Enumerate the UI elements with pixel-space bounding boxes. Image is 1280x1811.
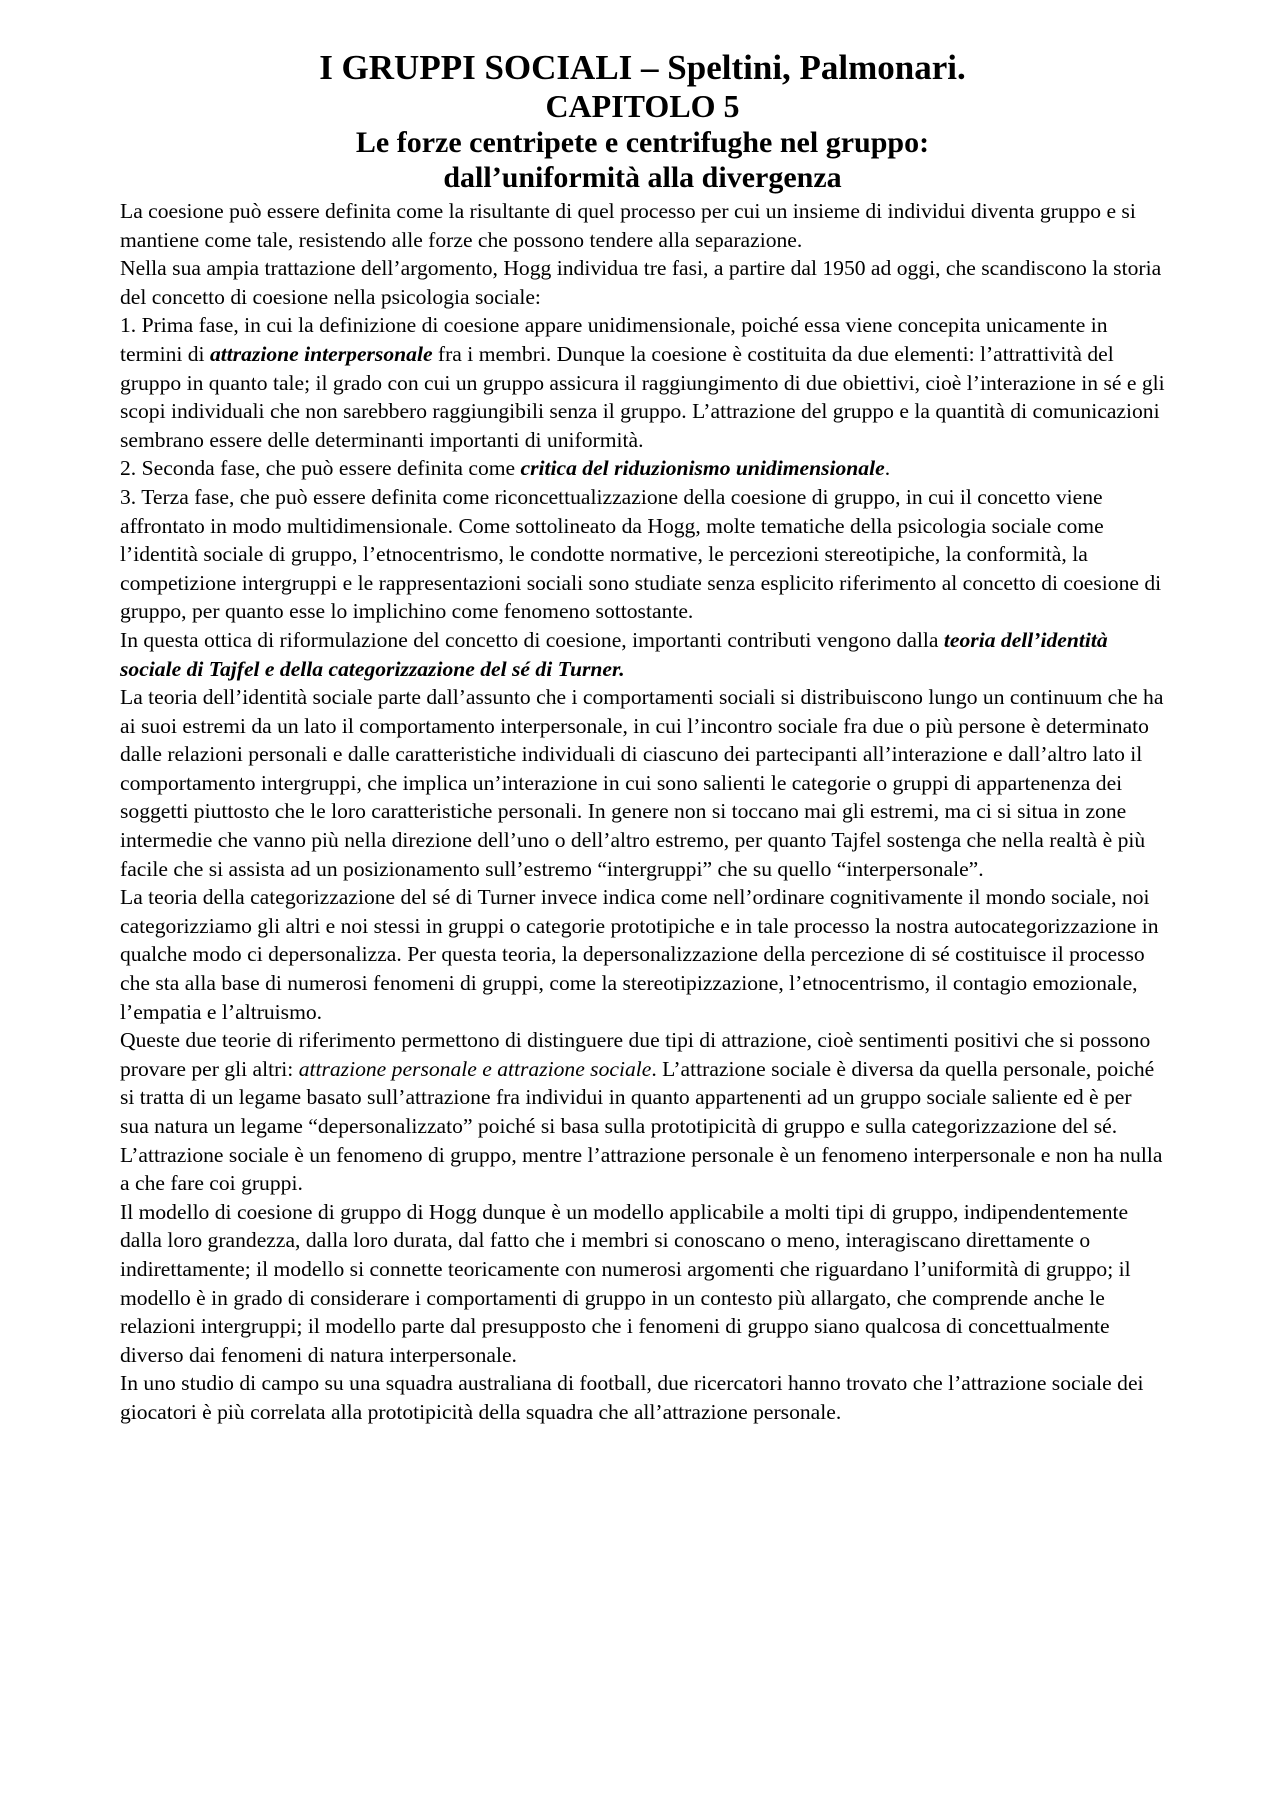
paragraph-4-text-a: 2. Seconda fase, che può essere definita come xyxy=(120,456,521,481)
paragraph-12: In uno studio di campo su una squadra australiana di football, due ricercatori hanno trovato che l’attrazione sociale dei giocatori è più correlata alla prototipicità della squadra che all’attrazione personale. xyxy=(120,1371,1144,1424)
paragraph-3-emphasis: attrazione interpersonale xyxy=(209,341,433,366)
paragraph-4-text-b: . xyxy=(884,456,891,481)
paragraph-5: 3. Terza fase, che può essere definita come riconcettualizzazione della coesione di gruppo, in cui il concetto viene affrontato in modo multidimensionale. Come sottolineato da Hogg, molte tematiche della psicologia sociale come l’identità sociale di gruppo, l’etnocentrismo, le condotte normative, le percezioni stereotipiche, la conformità, la competizione intergruppi e le rappresentazioni sociali sono studiate senza esplicito riferimento al concetto di coesione di gruppo, per quanto esse lo implichino come fenomeno sottostante. xyxy=(120,484,1162,624)
paragraph-3 xyxy=(120,311,1165,454)
paragraph-8: La teoria della categorizzazione del sé di Turner invece indica come nell’ordinare cognitivamente il mondo sociale, noi categorizziamo gli altri e noi stessi in gruppi o categorie prototipiche e in tale processo la nostra autocategorizzazione in qualche modo ci depersonalizza. Per questa teoria, la depersonalizzazione della percezione di sé costituisce il processo che sta alla base di numerosi fenomeni di gruppi, come la stereotipizzazione, l’etnocentrismo, il contagio emozionale, l’empatia e l’altruismo. xyxy=(120,885,1159,1024)
title-block xyxy=(120,48,1165,195)
chapter-heading: CAPITOLO 5 xyxy=(545,88,740,124)
paragraph-4-emphasis: critica del riduzionismo unidimensionale xyxy=(520,456,885,481)
paragraph-7: La teoria dell’identità sociale parte dall’assunto che i comportamenti sociali si distribuiscono lungo un continuum che ha ai suoi estremi da un lato il comportamento interpersonale, in cui l’incontro sociale fra due o più persone è determinato dalle relazioni personali e dalle caratteristiche individuali di ciascuno dei partecipanti all’interazione e dall’altro lato il comportamento intergruppi, che implica un’interazione in cui sono salienti le categorie o gruppi di appartenenza dei soggetti piuttosto che le loro caratteristiche personali. In genere non si toccano mai gli estremi, ma ci si situa in zone intermedie che vanno più nella direzione dell’uno o dell’altro estremo, per quanto Tajfel sostenga che nella realtà è più facile che si assista ad un posizionamento sull’estremo “intergruppi” che su quello “interpersonale”. xyxy=(120,685,1164,881)
document-page xyxy=(120,48,1165,1427)
paragraph-3-text-b: fra i membri. Dunque la coesione è costituita da due elementi: l’attrattività del gruppo in quanto tale; il grado con cui un gruppo assicura il raggiungimento di due obiettivi, cioè l’interazione in sé e gli scopi individuali che non sarebbero raggiungibili senza il gruppo. L’attrazione del gruppo e la quantità di comunicazioni sembrano essere delle determinanti importanti di uniformità. xyxy=(120,341,1165,452)
paragraph-11: Il modello di coesione di gruppo di Hogg dunque è un modello applicabile a molti tipi di gruppo, indipendentemente dalla loro grandezza, dalla loro durata, dal fatto che i membri si conoscano o meno, interagiscano direttamente o indirettamente; il modello si connette teoricamente con numerosi argomenti che riguardano l’uniformità di gruppo; il modello è in grado di considerare i comportamenti di gruppo in un contesto più allargato, che comprende anche le relazioni intergruppi; il modello parte dal presupposto che i fenomeni di gruppo siano qualcosa di concettualmente diverso dai fenomeni di natura interpersonale. xyxy=(120,1199,1131,1367)
paragraph-10: L’attrazione sociale è un fenomeno di gruppo, mentre l’attrazione personale è un fenomeno interpersonale e non ha nulla a che fare coi gruppi. xyxy=(120,1142,1163,1196)
chapter-subtitle-line-2: dall’uniformità alla divergenza xyxy=(443,161,842,194)
body-text xyxy=(120,197,1165,1427)
paragraph-9-emphasis: attrazione personale e attrazione sociale xyxy=(298,1056,652,1081)
paragraph-1: La coesione può essere definita come la risultante di quel processo per cui un insieme di individui diventa gruppo e si mantiene come tale, resistendo alle forze che possono tendere alla separazione. xyxy=(120,199,1136,252)
paragraph-6-emphasis: teoria dell’identità sociale di Tajfel e della categorizzazione del sé di Turner. xyxy=(120,627,1108,681)
paragraph-9-text-b: . L’attrazione sociale è diversa da quella personale, poiché si tratta di un legame basato sull’attrazione fra individui in quanto appartenenti ad un gruppo sociale saliente ed è per sua natura un legame “depersonalizzato” poiché si basa sulla prototipicità di gruppo e sulla categorizzazione del sé. xyxy=(120,1056,1155,1138)
chapter-subtitle-line-1: Le forze centripete e centrifughe nel gruppo: xyxy=(355,126,930,159)
paragraph-4 xyxy=(120,454,1165,483)
paragraph-6-text-a: In questa ottica di riformulazione del concetto di coesione, importanti contributi vengono dalla xyxy=(120,627,944,652)
paragraph-9 xyxy=(120,1026,1165,1140)
paragraph-6 xyxy=(120,626,1165,683)
document-title: I GRUPPI SOCIALI – Speltini, Palmonari. xyxy=(319,48,966,87)
paragraph-3-text-a: 1. Prima fase, in cui la definizione di coesione appare unidimensionale, poiché essa viene concepita unicamente in termini di xyxy=(120,313,1108,366)
paragraph-9-text-a: Queste due teorie di riferimento permettono di distinguere due tipi di attrazione, cioè sentimenti positivi che si possono provare per gli altri: xyxy=(120,1028,1151,1081)
paragraph-2: Nella sua ampia trattazione dell’argomento, Hogg individua tre fasi, a partire dal 1950 ad oggi, che scandiscono la storia del concetto di coesione nella psicologia sociale: xyxy=(120,256,1162,309)
